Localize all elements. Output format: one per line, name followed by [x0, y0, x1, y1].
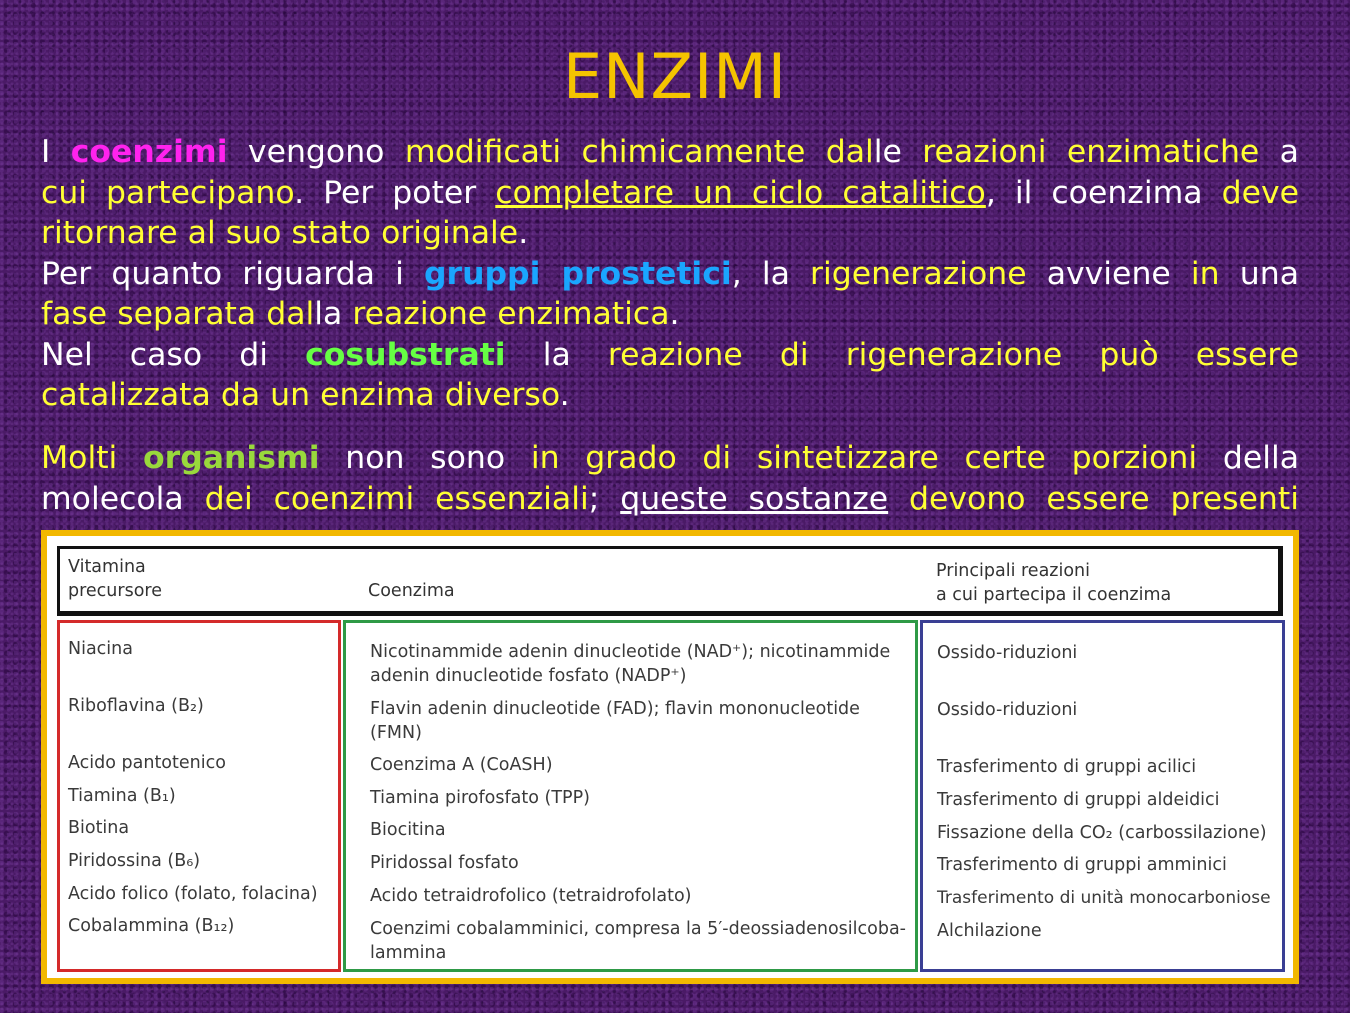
- table-cell: Piridossal fosfato: [370, 853, 519, 873]
- table-cell: Fissazione della CO₂ (carbossilazione): [937, 823, 1267, 843]
- p2-line-1: Molti organismi non sono in grado di sintetizzare certe porzioni della: [41, 440, 1299, 476]
- p1-line-3: ritornare al suo stato originale.: [41, 215, 529, 251]
- p1-line-7: catalizzata da un enzima diverso.: [41, 377, 570, 413]
- table-cell: Coenzimi cobalamminici, compresa la 5′-deossiadenosilcoba- lammina: [370, 919, 906, 963]
- term-organismi: organismi: [143, 440, 320, 476]
- table-cell: Acido pantotenico: [68, 753, 226, 773]
- table-cell: Trasferimento di unità monocarboniose: [937, 888, 1271, 908]
- table-cell: Tiamina pirofosfato (TPP): [370, 788, 590, 808]
- paragraph-organismi: [41, 438, 1299, 530]
- p1-line-6: Nel caso di cosubstrati la reazione di rigenerazione può essere: [41, 336, 1299, 373]
- term-gruppi-prostetici: gruppi prostetici: [423, 255, 732, 292]
- underlined-queste-sostanze: queste sostanze: [620, 480, 889, 517]
- table-cell: Biotina: [68, 818, 130, 838]
- p1-line-4: Per quanto riguarda i gruppi prostetici, la rigenerazione avviene in una: [41, 255, 1299, 292]
- header-vitamina: Vitamina precursore: [68, 557, 162, 601]
- table-cell: Cobalammina (B₁₂): [68, 916, 235, 936]
- table-cell: Biocitina: [370, 820, 446, 840]
- table-header: [57, 546, 1283, 616]
- table-cell: Ossido-riduzioni: [937, 643, 1078, 663]
- table-cell: Riboflavina (B₂): [68, 696, 204, 716]
- table-cell: Trasferimento di gruppi aldeidici: [937, 790, 1220, 810]
- table-cell: Trasferimento di gruppi amminici: [937, 855, 1227, 875]
- table-cell: Tiamina (B₁): [68, 786, 176, 806]
- table-cell: Coenzima A (CoASH): [370, 755, 553, 775]
- term-cosubstrati: cosubstrati: [305, 336, 506, 373]
- table-cell: Nicotinammide adenin dinucleotide (NAD⁺); nicotinammide adenin dinucleotide fosfato (NADP⁺): [370, 642, 891, 686]
- p1-line-2: cui partecipano. Per poter completare un ciclo catalitico, il coenzima deve: [41, 174, 1299, 211]
- table-cell: Niacina: [68, 639, 133, 659]
- table-cell: Alchilazione: [937, 921, 1042, 941]
- vitamin-coenzyme-table: [41, 530, 1299, 984]
- table-cell: Trasferimento di gruppi acilici: [937, 757, 1197, 777]
- table-cell: Acido tetraidrofolico (tetraidrofolato): [370, 886, 692, 906]
- p1-line-5: fase separata dalla reazione enzimatica.: [41, 296, 680, 332]
- table-cell: Acido folico (folato, folacina): [68, 884, 318, 904]
- term-coenzimi: coenzimi: [70, 134, 228, 170]
- p2-line-2: molecola dei coenzimi essenziali; queste sostanze devono essere presenti: [41, 480, 1299, 517]
- p1-line-1: I coenzimi vengono modificati chimicamente dalle reazioni enzimatiche a: [41, 134, 1299, 170]
- header-reazioni: Principali reazioni a cui partecipa il coenzima: [936, 561, 1172, 605]
- column-vitamina: [57, 620, 341, 972]
- column-coenzima: [343, 620, 918, 972]
- table-cell: Piridossina (B₆): [68, 851, 201, 871]
- column-reazioni: [920, 620, 1285, 972]
- table-cell: Flavin adenin dinucleotide (FAD); flavin mononucleotide (FMN): [370, 699, 860, 743]
- header-coenzima: Coenzima: [368, 581, 455, 601]
- underlined-ciclo-catalitico: completare un ciclo catalitico: [495, 174, 986, 211]
- table-cell: Ossido-riduzioni: [937, 700, 1078, 720]
- slide-title: ENZIMI: [562, 40, 788, 113]
